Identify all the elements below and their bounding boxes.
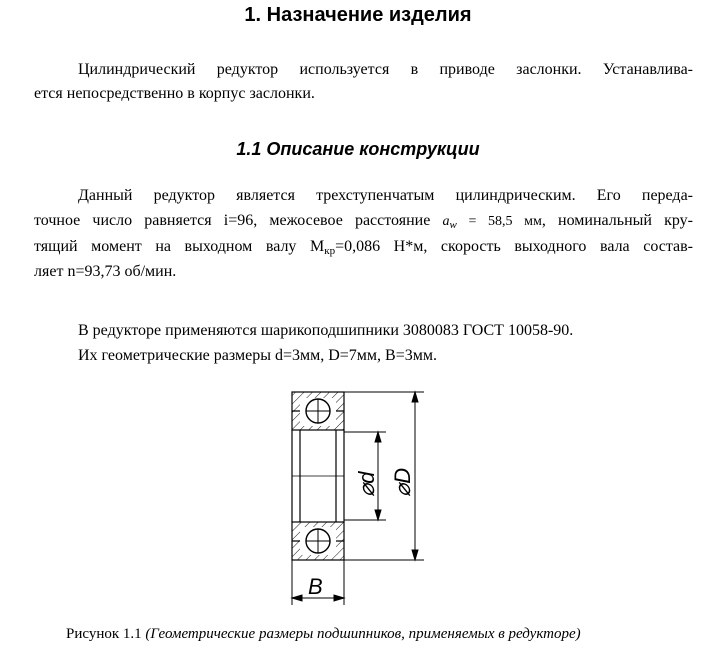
dimension-B-label: B bbox=[308, 574, 323, 599]
aw-subscript: w bbox=[449, 219, 457, 231]
intro-line-2: ется непосредственно в корпус заслонки. bbox=[34, 85, 315, 102]
aw-value: = 58,5 мм bbox=[456, 214, 542, 229]
figure-caption bbox=[66, 626, 581, 643]
description-line-1: Данный редуктор является трехступенчатым цилиндрическим. Его переда- bbox=[78, 187, 693, 204]
bearing-bore bbox=[292, 430, 344, 522]
speed-text: =0,086 Н*м, скорость выходного вала состав- bbox=[335, 238, 693, 255]
caption-text: (Геометрические размеры подшипников, применяемых в редукторе) bbox=[145, 626, 581, 642]
section-title: 1. Назначение изделия bbox=[244, 4, 472, 26]
dimension-D-label: ⌀D bbox=[390, 467, 415, 497]
torque-lead-text: , номинальный кру- bbox=[541, 212, 693, 229]
bearings-line-2: Их геометрические размеры d=3мм, D=7мм, B=3мм. bbox=[78, 347, 437, 364]
gear-ratio-text: точное число равняется i=96, межосевое расстояние bbox=[34, 212, 443, 229]
torque-text: тящий момент на выходном валу M bbox=[34, 238, 325, 255]
intro-line-1: Цилиндрический редуктор используется в приводе заслонки. Устанавлива- bbox=[78, 61, 693, 78]
description-line-4: ляет n=93,73 об/мин. bbox=[34, 263, 177, 280]
bearings-line-1: В редукторе применяются шарикоподшипники 3080083 ГОСТ 10058-90. bbox=[78, 322, 574, 339]
aw-symbol: a bbox=[442, 214, 450, 229]
dimension-d-label: ⌀d bbox=[354, 471, 379, 497]
bearing-section-top bbox=[292, 392, 344, 430]
torque-subscript: кр bbox=[324, 245, 336, 257]
caption-prefix: Рисунок 1.1 bbox=[66, 626, 146, 642]
bearing-section-bottom bbox=[292, 522, 344, 560]
subsection-title: 1.1 Описание конструкции bbox=[236, 139, 480, 159]
